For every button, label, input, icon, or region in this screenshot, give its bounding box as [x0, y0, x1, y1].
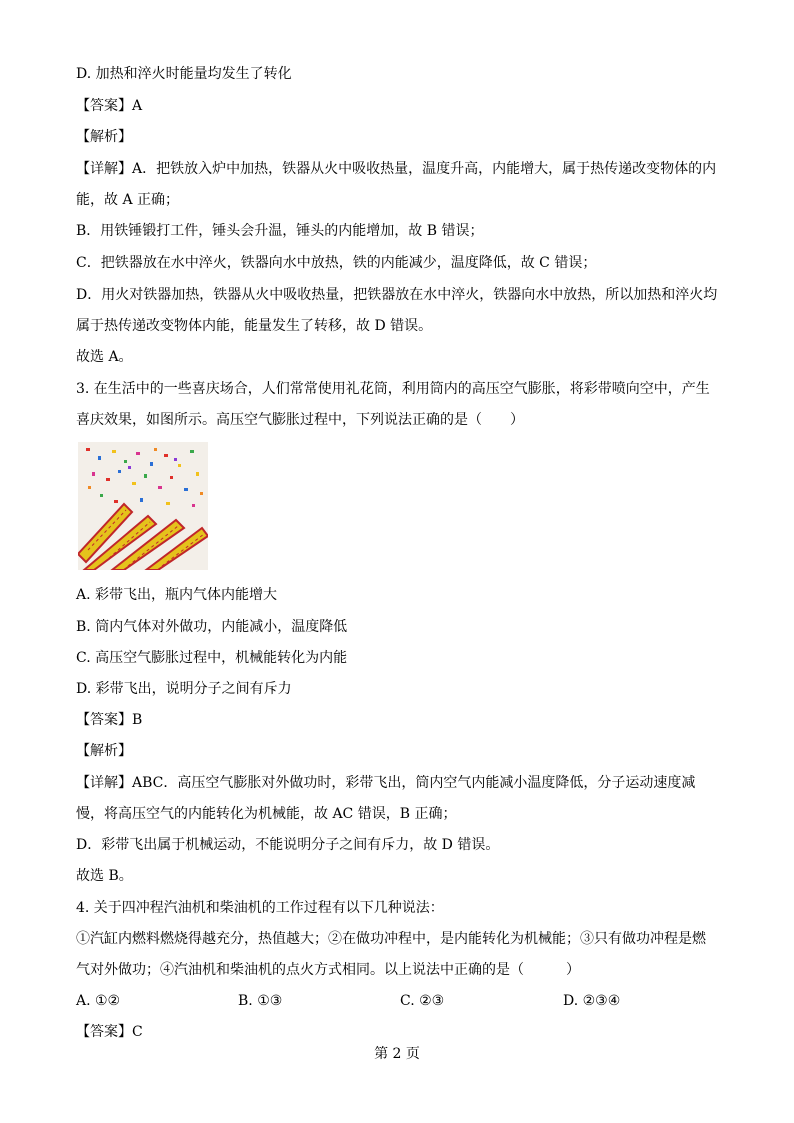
question-3-stem: 喜庆效果，如图所示。高压空气膨胀过程中，下列说法正确的是（ ）: [76, 412, 524, 428]
option-b: B. ①③: [238, 993, 283, 1009]
explanation-line: 能，故 A 正确；: [76, 192, 180, 208]
option-b: B. 筒内气体对外做功，内能减小，温度降低: [76, 619, 348, 635]
answer-label: 【答案】B: [76, 712, 143, 728]
explanation-line: 【详解】ABC．高压空气膨胀对外做功时，彩带飞出，筒内空气内能减小温度降低，分子运动速度减: [76, 775, 696, 791]
explanation-line: 【详解】A．把铁放入炉中加热，铁器从火中吸收热量，温度升高，内能增大，属于热传递改变物体的内: [76, 161, 717, 177]
option-d: D. 彩带飞出，说明分子之间有斥力: [76, 681, 292, 697]
answer-label: 【答案】A: [76, 98, 143, 114]
selection-line: 故选 B。: [76, 868, 133, 884]
option-c: C. ②③: [400, 993, 445, 1009]
option-d: D. ②③④: [563, 993, 621, 1009]
option-c: C. 高压空气膨胀过程中，机械能转化为内能: [76, 650, 348, 666]
selection-line: 故选 A。: [76, 349, 133, 365]
party-popper-image: [78, 442, 208, 570]
option-a: A. ①②: [76, 993, 121, 1009]
page-number: 第 2 页: [374, 1046, 420, 1062]
analysis-label: 【解析】: [76, 129, 132, 145]
question-3-stem: 3. 在生活中的一些喜庆场合，人们常常使用礼花筒，利用筒内的高压空气膨胀，将彩带喷向空中，产生: [76, 381, 710, 397]
option-a: A. 彩带飞出，瓶内气体内能增大: [76, 587, 278, 603]
question-4-stem: 4. 关于四冲程汽油机和柴油机的工作过程有以下几种说法：: [76, 900, 444, 916]
explanation-line: 属于热传递改变物体内能，能量发生了转移，故 D 错误。: [76, 318, 433, 334]
explanation-line: D．用火对铁器加热，铁器从火中吸收热量，把铁器放在水中淬火，铁器向水中放热，所以加热和淬火均: [76, 287, 718, 303]
explanation-line: D．彩带飞出属于机械运动，不能说明分子之间有斥力，故 D 错误。: [76, 837, 500, 853]
explanation-line: B．用铁锤锻打工件，锤头会升温，锤头的内能增加，故 B 错误；: [76, 223, 484, 239]
analysis-label: 【解析】: [76, 743, 132, 759]
explanation-line: 慢，将高压空气的内能转化为机械能，故 AC 错误，B 正确；: [76, 806, 457, 822]
option-d-prev: D. 加热和淬火时能量均发生了转化: [76, 66, 292, 82]
question-4-stem: 气对外做功；④汽油机和柴油机的点火方式相同。以上说法中正确的是（ ）: [76, 962, 580, 978]
explanation-line: C．把铁器放在水中淬火，铁器向水中放热，铁的内能减少，温度降低，故 C 错误；: [76, 255, 597, 271]
answer-label: 【答案】C: [76, 1024, 143, 1040]
question-4-stem: ①汽缸内燃料燃烧得越充分，热值越大；②在做功冲程中，是内能转化为机械能；③只有做功冲程是燃: [76, 931, 706, 947]
